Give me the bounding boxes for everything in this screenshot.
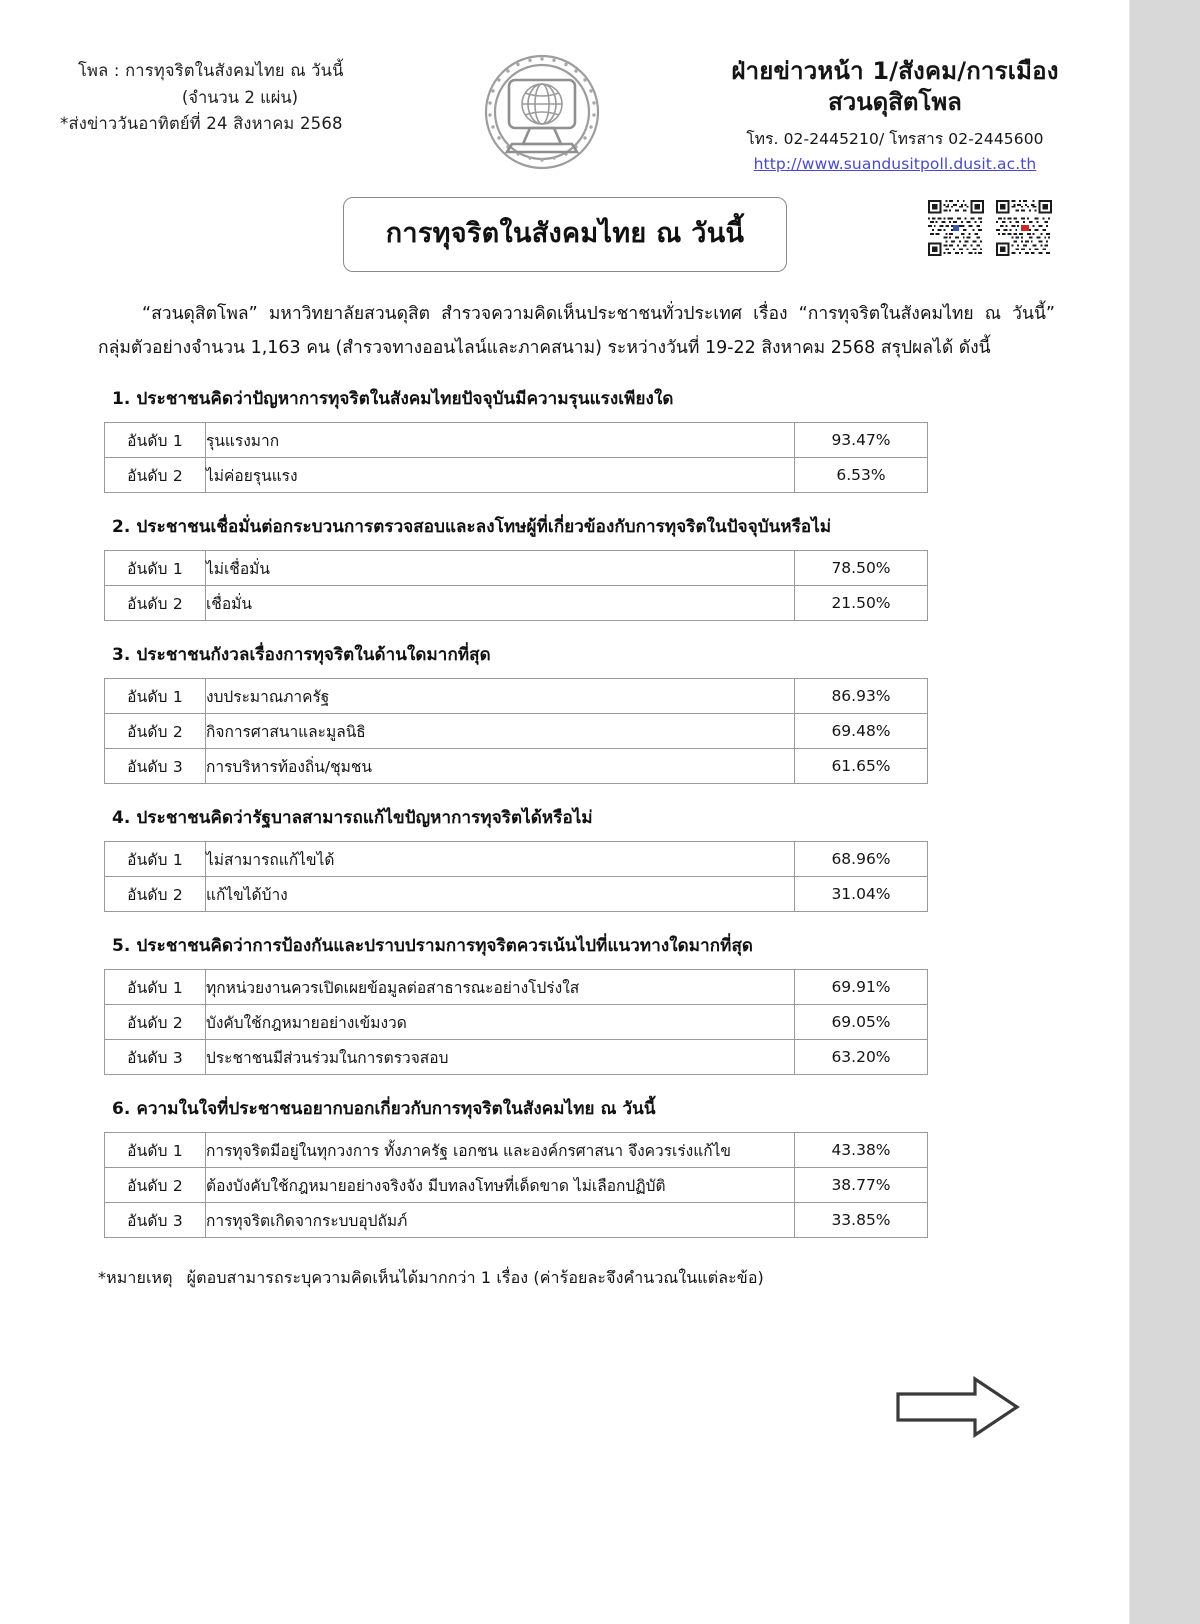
question-title-4: 4. ประชาชนคิดว่ารัฐบาลสามารถแก้ไขปัญหาการทุจริตได้หรือไม่ [112,808,593,829]
answer-cell: การทุจริตเกิดจากระบบอุปถัมภ์ [206,1203,795,1238]
questions-container [0,385,1130,1238]
answer-cell: ประชาชนมีส่วนร่วมในการตรวจสอบ [206,1040,795,1075]
rank-cell: อันดับ 1 [105,551,206,586]
question-title-3: 3. ประชาชนกังวลเรื่องการทุจริตในด้านใดมากที่สุด [112,645,491,666]
question-block-1 [0,385,1130,493]
rank-cell: อันดับ 1 [105,842,206,877]
rank-cell: อันดับ 2 [105,714,206,749]
answer-cell: รุนแรงมาก [206,423,795,458]
answer-cell: ไม่ค่อยรุนแรง [206,458,795,493]
qr-code-group [928,200,1052,256]
contact-phone-line: โทร. 02-2445210/ โทรสาร 02-2445600 [746,129,1044,148]
rank-cell: อันดับ 3 [105,1040,206,1075]
answer-cell: กิจการศาสนาและมูลนิธิ [206,714,795,749]
page-title: การทุจริตในสังคมไทย ณ วันนี้ [343,197,788,272]
table-row [105,1168,928,1203]
percent-cell: 33.85% [795,1203,928,1238]
table-row [105,551,928,586]
percent-cell: 68.96% [795,842,928,877]
percent-cell: 69.05% [795,1005,928,1040]
percent-cell: 86.93% [795,679,928,714]
percent-cell: 31.04% [795,877,928,912]
document-header [0,0,1130,185]
rank-cell: อันดับ 1 [105,970,206,1005]
rank-cell: อันดับ 2 [105,877,206,912]
rank-cell: อันดับ 2 [105,586,206,621]
percent-cell: 6.53% [795,458,928,493]
organization-name: สวนดุสิตโพล [828,88,962,117]
answer-cell: ต้องบังคับใช้กฎหมายอย่างจริงจัง มีบทลงโทษที่เด็ดขาด ไม่เลือกปฏิบัติ [206,1168,795,1203]
answer-cell: การทุจริตมีอยู่ในทุกวงการ ทั้งภาครัฐ เอกชน และองค์กรศาสนา จึงควรเร่งแก้ไข [206,1133,795,1168]
footnote-text: ผู้ตอบสามารถระบุความคิดเห็นได้มากกว่า 1 เรื่อง (ค่าร้อยละจึงคำนวณในแต่ละข้อ) [186,1268,764,1288]
rank-cell: อันดับ 2 [105,1005,206,1040]
question-title-2: 2. ประชาชนเชื่อมั่นต่อกระบวนการตรวจสอบและลงโทษผู้ที่เกี่ยวข้องกับการทุจริตในปัจจุบันหรือไม่ [112,517,832,538]
question-block-6 [0,1095,1130,1238]
percent-cell: 78.50% [795,551,928,586]
answer-cell: แก้ไขได้บ้าง [206,877,795,912]
question-block-4 [0,804,1130,912]
answer-cell: ไม่สามารถแก้ไขได้ [206,842,795,877]
table-row [105,749,928,784]
header-left-block [60,58,420,138]
percent-cell: 93.47% [795,423,928,458]
percent-cell: 63.20% [795,1040,928,1075]
result-table-4 [104,841,928,912]
footnote-label: *หมายเหตุ [98,1268,173,1288]
table-row [105,842,928,877]
percent-cell: 43.38% [795,1133,928,1168]
rank-cell: อันดับ 2 [105,458,206,493]
news-desk-line: ฝ่ายข่าวหน้า 1/สังคม/การเมือง [731,57,1059,85]
table-row [105,1040,928,1075]
table-row [105,1133,928,1168]
question-title-1: 1. ประชาชนคิดว่าปัญหาการทุจริตในสังคมไทยปัจจุบันมีความรุนแรงเพียงใด [112,389,674,410]
table-row [105,586,928,621]
poll-topic-line: โพล : การทุจริตในสังคมไทย ณ วันนี้ [78,61,344,80]
footnote [98,1266,1130,1291]
question-title-5: 5. ประชาชนคิดว่าการป้องกันและปราบปรามการทุจริตควรเน้นไปที่แนวทางใดมากที่สุด [112,936,754,957]
qr-code-youtube[interactable] [996,200,1052,256]
percent-cell: 38.77% [795,1168,928,1203]
rank-cell: อันดับ 2 [105,1168,206,1203]
next-page-arrow-icon [895,1376,1020,1438]
question-title-6: 6. ความในใจที่ประชาชนอยากบอกเกี่ยวกับการทุจริตในสังคมไทย ณ วันนี้ [112,1099,656,1120]
rank-cell: อันดับ 1 [105,679,206,714]
result-table-6 [104,1132,928,1238]
table-row [105,714,928,749]
result-table-2 [104,550,928,621]
website-url-link[interactable]: http://www.suandusitpoll.dusit.ac.th [753,154,1037,173]
table-row [105,423,928,458]
question-block-3 [0,641,1130,784]
percent-cell: 61.65% [795,749,928,784]
qr-code-facebook[interactable] [928,200,984,256]
page-count-line: (จำนวน 2 แผ่น) [181,87,299,107]
rank-cell: อันดับ 3 [105,1203,206,1238]
header-right-block [700,55,1090,173]
result-table-5 [104,969,928,1075]
table-row [105,458,928,493]
table-row [105,877,928,912]
release-date-line: *ส่งข่าววันอาทิตย์ที่ 24 สิงหาคม 2568 [60,114,343,134]
percent-cell: 69.48% [795,714,928,749]
rank-cell: อันดับ 1 [105,423,206,458]
percent-cell: 21.50% [795,586,928,621]
answer-cell: ไม่เชื่อมั่น [206,551,795,586]
page-right-gutter [1130,0,1200,1624]
result-table-3 [104,678,928,784]
answer-cell: การบริหารท้องถิ่น/ชุมชน [206,749,795,784]
table-row [105,679,928,714]
result-table-1 [104,422,928,493]
table-row [105,970,928,1005]
rank-cell: อันดับ 3 [105,749,206,784]
question-block-5 [0,932,1130,1075]
answer-cell: งบประมาณภาครัฐ [206,679,795,714]
intro-paragraph [98,298,1055,365]
table-row [105,1005,928,1040]
university-seal-logo [478,42,606,182]
question-block-2 [0,513,1130,621]
table-row [105,1203,928,1238]
answer-cell: ทุกหน่วยงานควรเปิดเผยข้อมูลต่อสาธารณะอย่างโปร่งใส [206,970,795,1005]
intro-text: “สวนดุสิตโพล” มหาวิทยาลัยสวนดุสิต สำรวจความคิดเห็นประชาชนทั่วประเทศ เรื่อง “การทุจริตในสังคมไทย ณ วันนี้” กลุ่มตัวอย่างจำนวน 1,163 คน (สำรวจทางออนไลน์และภาคสนาม) ระหว่างวันที่ 19-22 สิงหาคม 2568 สรุปผลได้ ดังนี้ [98,304,1055,358]
percent-cell: 69.91% [795,970,928,1005]
answer-cell: บังคับใช้กฎหมายอย่างเข้มงวด [206,1005,795,1040]
rank-cell: อันดับ 1 [105,1133,206,1168]
answer-cell: เชื่อมั่น [206,586,795,621]
